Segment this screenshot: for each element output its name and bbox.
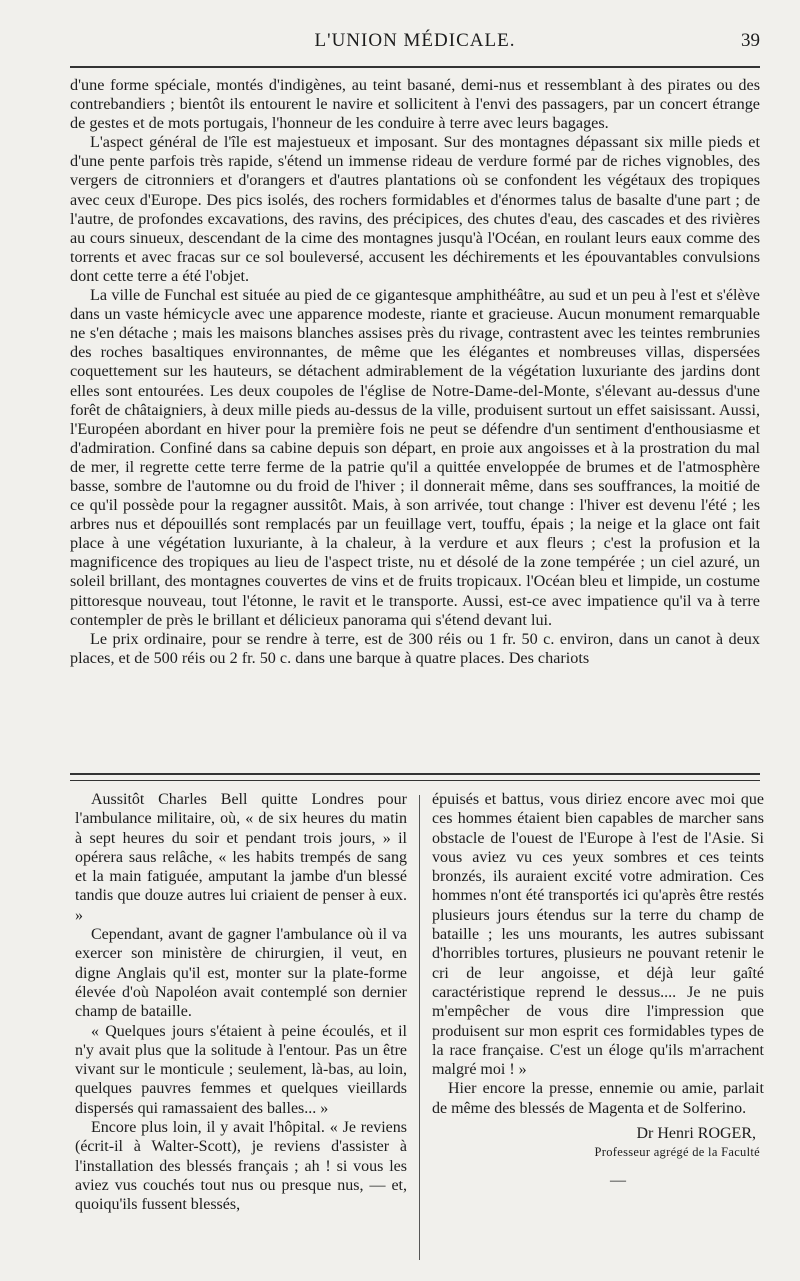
closing-dash: — [610, 1171, 626, 1189]
journal-title: L'UNION MÉDICALE. [314, 30, 516, 51]
column-paragraph: « Quelques jours s'étaient à peine écoulés, et il n'y avait plus que la solitude à l'entour. Pas un être vivant sur le monticule ; seulement, là-bas, au loin, quelques pauvres femmes et quelques vieillards dispersés qui ramassaient des balles... » [75, 1022, 407, 1117]
main-paragraph: La ville de Funchal est située au pied de ce gigantesque amphithéâtre, au sud et un peu à l'est et s'élève dans un vaste hémicycle avec une apparence modeste, riante et gracieuse. Aucun monument remarquable ne s'en détache ; mais les maisons blanches assises près du rivage, contrastent avec les teintes rembrunies des roches basaltiques environnantes, de même que les élégantes et nombreuses villas, dispersées coquettement sur les hauteurs, se détachent admirablement de la végétation luxuriante des jardins dont elles sont entourées. Les deux coupoles de l'église de Notre-Dame-del-Monte, s'élevant au-dessus d'une forêt de châtaigniers, à deux mille pieds au-dessus de la ville, produisent surtout un effet saisissant. Aussi, l'Européen abordant en hiver pour la première fois ne peut se défendre d'un sentiment d'enthousiasme et d'admiration. Confiné dans sa cabine depuis son départ, en proie aux angoisses et à la prostration du mal de mer, il regrette cette terre ferme de la patrie qu'il a quittée enveloppée de brumes et de l'atmosphère basse, sombre de l'automne ou du froid de l'hiver ; il donnerait même, dans ses souffrances, la moitié de ce qu'il possède pour la regagner aussitôt. Mais, à son arrivée, tout change : l'hiver est devenu l'été ; les arbres nus et dépouillés sont remplacés par un feuillage vert, touffu, épais ; la neige et la glace ont fait place à une végétation luxuriante, à la chaleur, à la verdure et aux fleurs ; c'est la profusion et la magnificence des tropiques au lieu de l'aspect triste, nu et désolé de la zone tempérée ; un ciel azuré, un soleil brillant, des montagnes couvertes de vins et de fruits tropicaux. l'Océan bleu et limpide, un costume pittoresque nouveau, tout l'étonne, le ravit et le transporte. Aussi, est-ce avec impatience qu'il va à terre contempler de près le brillant et délicieux panorama qui s'étend devant lui. [70, 286, 760, 629]
page-number: 39 [741, 30, 760, 51]
author-title: Professeur agrégé de la Faculté [594, 1145, 760, 1160]
main-article [70, 76, 760, 668]
column-paragraph: Cependant, avant de gagner l'ambulance où il va exercer son ministère de chirurgien, il veut, en digne Anglais qu'il est, monter sur la plate-forme élevée d'où Napoléon avait contemplé son dernier champ de bataille. [75, 926, 407, 1021]
main-paragraph: Le prix ordinaire, pour se rendre à terre, est de 300 réis ou 1 fr. 50 c. environ, dans un canot à deux places, et de 500 réis ou 2 fr. 50 c. dans une barque à quatre places. Des chariots [70, 629, 760, 667]
author-signature: Dr Henri ROGER, [636, 1125, 756, 1143]
column-paragraph: épuisés et battus, vous diriez encore avec moi que ces hommes étaient bien capables de marcher sans obstacle de l'ouest de l'Europe à l'est de l'Asie. Si vous aviez vu ces yeux sombres et ces teints bronzés, ils auraient excité votre admiration. Ces hommes n'ont été transportés ici qu'après être restés plusieurs jours étendus sur la terre du champ de bataille ; les uns mourants, les autres subissant d'horribles tortures, plusieurs ne pouvant retenir le cri de leur angoisse, et déjà leur gaîté caractéristique reprend le dessus.... Je ne puis m'empêcher de vous dire l'impression que produisent sur mon esprit ces formidables types de la race française. C'est un éloge qu'ils m'arrachent malgré moi ! » [432, 791, 764, 1079]
feuilleton-right-column [432, 790, 764, 1190]
column-paragraph: Encore plus loin, il y avait l'hôpital. « Je reviens (écrit-il à Walter-Scott), je reviens d'assister à l'installation des blessés français ; ah ! si vous les aviez vus couchés tout nus ou presque nus, — et, quoiqu'ils fussent blessés, [75, 1119, 407, 1214]
feuilleton-left-column [75, 790, 407, 1215]
column-divider [419, 795, 420, 1260]
main-paragraph: L'aspect général de l'île est majestueux et imposant. Sur des montagnes dépassant six mille pieds et d'une pente parfois très rapide, s'étend un immense rideau de verdure formé par de riches vignobles, des vergers de citronniers et d'orangers et d'autres plantations où se confondent les végétaux des tropiques avec ceux d'Europe. Des pics isolés, des rochers formidables et d'énormes talus de basalte d'une part ; de l'autre, de profondes excavations, des ravins, des précipices, des chutes d'eau, des cascades et des rivières au cours sinueux, descendant de la cime des montagnes jusqu'à l'Océan, en roulant leurs eaux comme des torrents et avec fracas sur ce sol bouleversé, accusent les déchirements et les épouvantables convulsions dont cette terre a été l'objet. [70, 133, 760, 285]
page-header [70, 30, 760, 58]
main-paragraph: d'une forme spéciale, montés d'indigènes, au teint basané, demi-nus et ressemblant à des pirates ou des contrebandiers ; bientôt ils entourent le navire et sollicitent à l'envi des passagers, par un concert étrange de gestes et de mots portugais, l'honneur de les conduire à terre avec leurs bagages. [70, 76, 760, 133]
section-divider [70, 773, 760, 781]
header-rule [70, 66, 760, 68]
column-paragraph: Hier encore la presse, ennemie ou amie, parlait de même des blessés de Magenta et de Solferino. [432, 1080, 764, 1117]
column-paragraph: Aussitôt Charles Bell quitte Londres pour l'ambulance militaire, où, « de six heures du matin à sept heures du soir et pendant trois jours, » il opérera saus relâche, « les habits trempés de sang et la main fatiguée, amputant la jambe d'un blessé tandis que douze autres lui criaient de penser à eux. » [75, 791, 407, 924]
